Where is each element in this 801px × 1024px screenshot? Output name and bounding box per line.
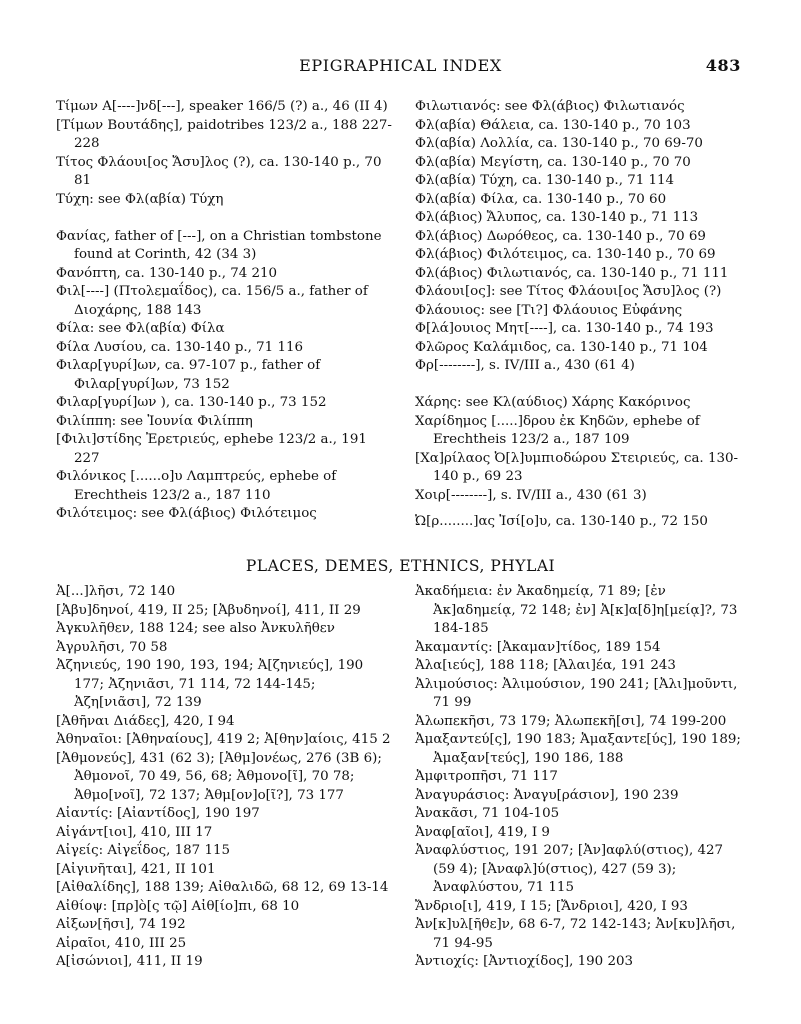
- index-entry: Φλ(άβιος) Δωρόθεος, ca. 130-140 p., 70 69: [415, 228, 706, 244]
- index-entry: Φλ(άβιος) Φιλότειμος, ca. 130-140 p., 70 69: [415, 247, 716, 262]
- index-entry: Φλῶρος Καλάμιδος, ca. 130-140 p., 71 104: [415, 339, 708, 355]
- index-entry: Ἀναφ[αῖοι], 419, I 9: [415, 824, 550, 840]
- index-entry: Φλ(αβία) Θάλεια, ca. 130-140 p., 70 103: [415, 117, 691, 133]
- index-entry: Φρ[--------], s. IV/III a., 430 (61 4): [415, 358, 635, 373]
- names-column-left: [56, 98, 392, 524]
- index-entry: Ἀναφλύστιος, 191 207; [Ἀν]αφλύ(στιος), 427 (59 4); [Ἀναφλ]ύ(στιος), 427 (59 3); Ἀναφλύστου, 71 115: [415, 843, 724, 895]
- index-entry: Ἀ[...]λῆσι, 72 140: [56, 584, 176, 599]
- index-entry: Φιλαρ[γυρί]ων ), ca. 130-140 p., 73 152: [56, 395, 327, 410]
- index-entry: Φιλότειμος: see Φλ(άβιος) Φιλότειμος: [56, 506, 317, 521]
- index-entry: Ἀκαμαντίς: [Ἀκαμαν]τίδος, 189 154: [415, 639, 661, 655]
- section-heading: PLACES, DEMES, ETHNICS, PHYLAI: [245, 557, 556, 575]
- index-entry: Ἀγρυλῆσι, 70 58: [56, 639, 168, 655]
- index-entry: Αἰθίοψ: [πρ]ὸ[ς τῷ] Αἰθ[ίο]πι, 68 10: [56, 898, 300, 914]
- index-entry: Τίμων Α[----]νδ[---], speaker 166/5 (?) a., 46 (II 4): [56, 99, 388, 114]
- index-entry: Ἀν[κ]υλ[ῆθε]ν, 68 6-7, 72 142-143; Ἀν[κυ]λῆσι, 71 94-95: [415, 917, 736, 951]
- index-entry: Α[ἰσώνιοι], 411, II 19: [56, 954, 203, 969]
- index-entry: Φανίας, father of [---], on a Christian tombstone found at Corinth, 42 (34 3): [56, 228, 382, 262]
- index-entry: [Ἀβυ]δηνοί, 419, II 25; [Ἀβυδηνοί], 411, II 29: [56, 602, 361, 618]
- index-entry: Αἰγείς: Αἰγεΐδος, 187 115: [56, 843, 230, 858]
- index-entry: Αἰαντίς: [Αἰαντίδος], 190 197: [56, 806, 260, 821]
- index-entry: [Ἀθῆναι Διάδες], 420, I 94: [56, 713, 235, 729]
- places-column-left: [56, 583, 392, 972]
- index-entry: Φιλωτιανός: see Φλ(άβιος) Φιλωτιανός: [415, 99, 685, 114]
- index-entry: Φιλαρ[γυρί]ων, ca. 97-107 p., father of Φιλαρ[γυρί]ων, 73 152: [56, 358, 321, 392]
- index-entry: Τίτος Φλάουι[ος Ἄσυ]λος (?), ca. 130-140 p., 70 81: [56, 154, 382, 188]
- index-entry: Ἀντιοχίς: [Ἀντιοχίδος], 190 203: [415, 954, 634, 969]
- index-entry: Φιλ[----] (Πτολεμαΐδος), ca. 156/5 a., father of Διοχάρης, 188 143: [56, 284, 368, 318]
- spacer: [415, 505, 745, 513]
- index-entry: Ἀλωπεκῆσι, 73 179; Ἀλωπεκῆ[σι], 74 199-200: [415, 713, 727, 729]
- index-entry: Ἀζηνιεύς, 190 190, 193, 194; Ἀ[ζηνιεύς], 190 177; Ἀζηνιᾶσι, 71 114, 72 144-145; Ἀζη[νιᾶσι], 72 139: [56, 658, 364, 710]
- index-entry: Φλ(άβιος) Φιλωτιανός, ca. 130-140 p., 71 111: [415, 265, 729, 281]
- index-entry: [Φιλι]στίδης Ἐρετριεύς, ephebe 123/2 a., 191 227: [56, 432, 367, 466]
- index-entry: Φ[λά]ουιος Μητ[----], ca. 130-140 p., 74 193: [415, 321, 714, 336]
- index-entry: Φλ(αβία) Μεγίστη, ca. 130-140 p., 70 70: [415, 154, 691, 170]
- index-entry: Αἰξων[ῆσι], 74 192: [56, 917, 186, 932]
- index-entry: Φλ(αβία) Τύχη, ca. 130-140 p., 71 114: [415, 173, 675, 188]
- index-entry: [Ἀθμονεύς], 431 (62 3); [Ἀθμ]ονέως, 276 (3B 6); Ἀθμονοῖ, 70 49, 56, 68; Ἀθμονο[ῖ], 70 78; Ἀθμο[νοῖ], 72 137; Ἀθμ[ον]ο[ῖ?], 73 177: [56, 750, 382, 803]
- index-entry: Φανόπτη, ca. 130-140 p., 74 210: [56, 265, 278, 281]
- index-entry: Ἀναγυράσιος: Ἀναγυ[ράσιον], 190 239: [415, 787, 679, 803]
- page-number: 483: [705, 56, 741, 75]
- names-column-right: [415, 98, 745, 532]
- index-entry: Ἄνδριο[ι], 419, I 15; [Ἄνδριοι], 420, I 93: [415, 898, 688, 914]
- index-entry: Φλ(αβία) Λολλία, ca. 130-140 p., 70 69-70: [415, 136, 703, 151]
- index-entry: [Αἰγινῆται], 421, II 101: [56, 861, 216, 877]
- places-column-right: [415, 583, 745, 972]
- index-entry: Φλ(αβία) Φίλα, ca. 130-140 p., 70 60: [415, 191, 667, 207]
- index-entry: Ἀλα[ιεύς], 188 118; [Ἀλαι]έα, 191 243: [415, 658, 676, 673]
- index-entry: [Αἰθαλίδης], 188 139; Αἰθαλιδῶ, 68 12, 69 13-14: [56, 880, 389, 895]
- index-entry: Φλ(άβιος) Ἄλυπος, ca. 130-140 p., 71 113: [415, 210, 699, 225]
- index-entry: Φίλα: see Φλ(αβία) Φίλα: [56, 321, 225, 336]
- index-entry: Φίλα Λυσίου, ca. 130-140 p., 71 116: [56, 339, 304, 355]
- index-entry: Ἀλιμούσιος: Ἀλιμούσιον, 190 241; [Ἀλι]μοῦντι, 71 99: [415, 676, 738, 710]
- index-entry: Χάρης: see Κλ(αύδιος) Χάρης Κακόρινος: [415, 395, 691, 410]
- index-entry: Ἀμφιτροπῆσι, 71 117: [415, 769, 558, 784]
- index-entry: Τύχη: see Φλ(αβία) Τύχη: [56, 191, 224, 207]
- index-entry: Ἀγκυλῆθεν, 188 124; see also Ἀνκυλῆθεν: [56, 621, 335, 636]
- running-head: [0, 56, 801, 78]
- index-entry: Φλάουιος: see [Τι?] Φλάουιος Εὐφάνης: [415, 302, 683, 318]
- index-entry: Ἀθηναῖοι: [Ἀθηναίους], 419 2; Ἀ[θην]αίοις, 415 2: [56, 732, 391, 747]
- index-entry: Φιλίππη: see Ἰουνία Φιλίππη: [56, 413, 253, 429]
- index-entry: Ἀμαξαντεύ[ς], 190 183; Ἀμαξαντε[ύς], 190 189; Ἀμαξαν[τεύς], 190 186, 188: [415, 732, 741, 766]
- index-entry: Χαρίδημος [.....]δρου ἐκ Κηδῶν, ephebe of Erechtheis 123/2 a., 187 109: [415, 413, 700, 447]
- index-entry: [Χα]ρίλαος Ὀ[λ]υμπιοδώρου Στειριεύς, ca. 130-140 p., 69 23: [415, 450, 739, 484]
- index-entry: Αἰραῖοι, 410, III 25: [56, 935, 187, 951]
- spacer: [56, 209, 392, 228]
- index-entry: Φλάουι[ος]: see Τίτος Φλάουι[ος Ἄσυ]λος (?): [415, 284, 722, 299]
- index-entry: Ὠ[ρ........]ας Ἰσί[ο]υ, ca. 130-140 p., 72 150: [415, 514, 708, 529]
- index-entry: Ἀνακᾶσι, 71 104-105: [415, 806, 560, 821]
- page-title: EPIGRAPHICAL INDEX: [299, 56, 502, 75]
- index-entry: Φιλόνικος [......ο]υ Λαμπτρεύς, ephebe of Erechtheis 123/2 a., 187 110: [56, 469, 337, 503]
- index-entry: [Τίμων Βουτάδης], paidotribes 123/2 a., 188 227-228: [56, 117, 392, 151]
- index-entry: Χοιρ[--------], s. IV/III a., 430 (61 3): [415, 487, 647, 503]
- index-entry: Ἀκαδήμεια: ἐν Ἀκαδημείᾳ, 71 89; [ἐν Ἀκ]αδημείᾳ, 72 148; ἐν] Ἀ[κ]α[δ]η[μείᾳ]?, 73 184-185: [415, 584, 738, 636]
- index-entry: Αἰγάντ[ιοι], 410, III 17: [56, 824, 213, 840]
- spacer: [415, 376, 745, 395]
